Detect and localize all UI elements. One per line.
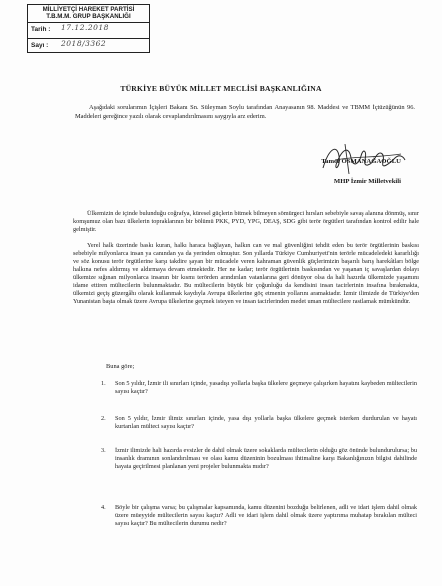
stamp-header <box>28 5 149 23</box>
question-item <box>101 380 417 396</box>
question-number: 3. <box>101 447 106 454</box>
stamp-org-line1: MİLLİYETÇİ HAREKET PARTİSİ <box>42 6 135 13</box>
question-text: Son 5 yıldır, İzmir ili sınırları içinde, yasadışı yollarla başka ülkelere geçmeye çalışırken hayatını kaybeden mültecilerin sayısı kaçtır? <box>115 380 417 396</box>
document-title: TÜRKİYE BÜYÜK MİLLET MECLİSİ BAŞKANLIĞINA <box>120 84 322 93</box>
stamp-date-value: 17.12.2018 <box>61 23 109 32</box>
question-text: Son 5 yıldır, İzmir ilimiz sınırları içinde, yasa dışı yollarla başka ülkelere geçmek isterken durdurulan ve hayatı kurtarılan mülteci sayısı kaçtır? <box>115 415 417 431</box>
signatory-name: Tamer OSMANAĞAOĞLU <box>321 158 401 165</box>
stamp-date-label: Tarih : <box>31 26 51 33</box>
stamp-date-row <box>28 23 149 39</box>
question-number: 4. <box>101 504 106 511</box>
stamp-number-row <box>28 39 149 54</box>
question-number: 2. <box>101 415 106 422</box>
intro-paragraph <box>75 103 415 121</box>
question-text: Böyle bir çalışma varsa; bu çalışmalar kapsamında, kamu düzenini bozduğu belirlenen, adli ve idari işlem dahil olmak üzere müeyyide mültecilerin sayısı kaçtır? Adli ve idari işlem dahil olmak üzere yaptırıma muhatap bırakılan mülteci sayısı kaçtır? Bu mültecilerin durumu nedir? <box>115 504 417 528</box>
body-paragraph-2: Yerel halk üzerinde baskı kuran, halkı haraca bağlayan, halkın can ve mal güvenliğini tehdit eden bu terör örgütlerinin baskısı sebebiyle milyonlarca insan ya canından ya da yerinden olmuştur. Son yıllarda Türkiye Cumhuriyeti'nin terörle mücadeledeki kararlılığı ve söz konusu terör örgütlerine karşı takdire şayan bir mücadele veren kahraman güvenlik güçlerimizin başarılı barış harekâtları bölge halkına nefes aldırmış ve aldırmaya devam etmektedir. Her ne kadar; terör örgütlerinin baskısından ve yaşanan iç savaşlardan dolayı ülkemize sığınan milyonlarca insanın bir kısmı terörden arındırılan vatanlarına geri dönüyor olsa da hali hazırda ülkemizde yaşamını idame ettiren mültecilerin bulunmaktadır. Bu mültecilerin büyük bir çoğunluğu da kendisini insan tacirlerinin insafına bırakmakta, ülkemizi geçiş güzergâhı olarak kullanmak kaydıyla Avrupa ülkelerine göç etmenin yollarını aramaktadır. İzmir ilimizde de Türkiye'den Yunanistan başta olmak üzere Avrupa ülkelerine geçmek isteyen ve insan tacirlerinden medet uman mültecilere rastlamak mümkündür. <box>73 242 419 306</box>
question-item <box>101 415 417 431</box>
stamp-number-value: 2018/3362 <box>61 39 107 48</box>
registry-stamp <box>27 4 150 53</box>
question-item <box>101 504 417 528</box>
body-paragraph-1: Ülkemizin de içinde bulunduğu coğrafya, küresel güçlerin bitmek bilmeyen sömürgeci hırsları sebebiyle savaş alanına dönmüş, sınır komşumuz olan bazı ülkelerin topraklarının bir bölümü PKK, PYD, YPG, DEAŞ, SDG gibi terör örgütleri tarafından kontrol edilir hale gelmiştir. <box>73 210 419 234</box>
question-text: İzmir ilimizde hali hazırda evsizler de dahil olmak üzere sokaklarda mültecilerin olduğu göz önünde bulundurulursa; bu insanlık dramının sonlandırılması ve olası kamu düzeninin bozulması ihtimaline karşı Bakanlığınızın bilgisi dahilinde hayata geçirilmesi planlanan yeni projeler bulunmakta mıdır? <box>115 447 417 471</box>
question-number: 1. <box>101 380 106 387</box>
stamp-org-line2: T.B.M.M. GRUP BAŞKANLIĞI <box>46 13 131 21</box>
stamp-number-label: Sayı : <box>31 42 49 49</box>
bana-gore-label: Buna göre; <box>106 363 135 370</box>
question-item <box>101 447 417 471</box>
signatory-title: MHP İzmir Milletvekili <box>333 178 401 185</box>
intro-text: Aşağıdaki sorularımın İçişleri Bakanı Sn. Süleyman Soylu tarafından Anayasanın 98. Maddesi ve TBMM İçtüzüğünün 96. Maddeleri gereğince yazılı olarak cevaplandırılmasını saygıyla arz ederim. <box>75 104 415 120</box>
